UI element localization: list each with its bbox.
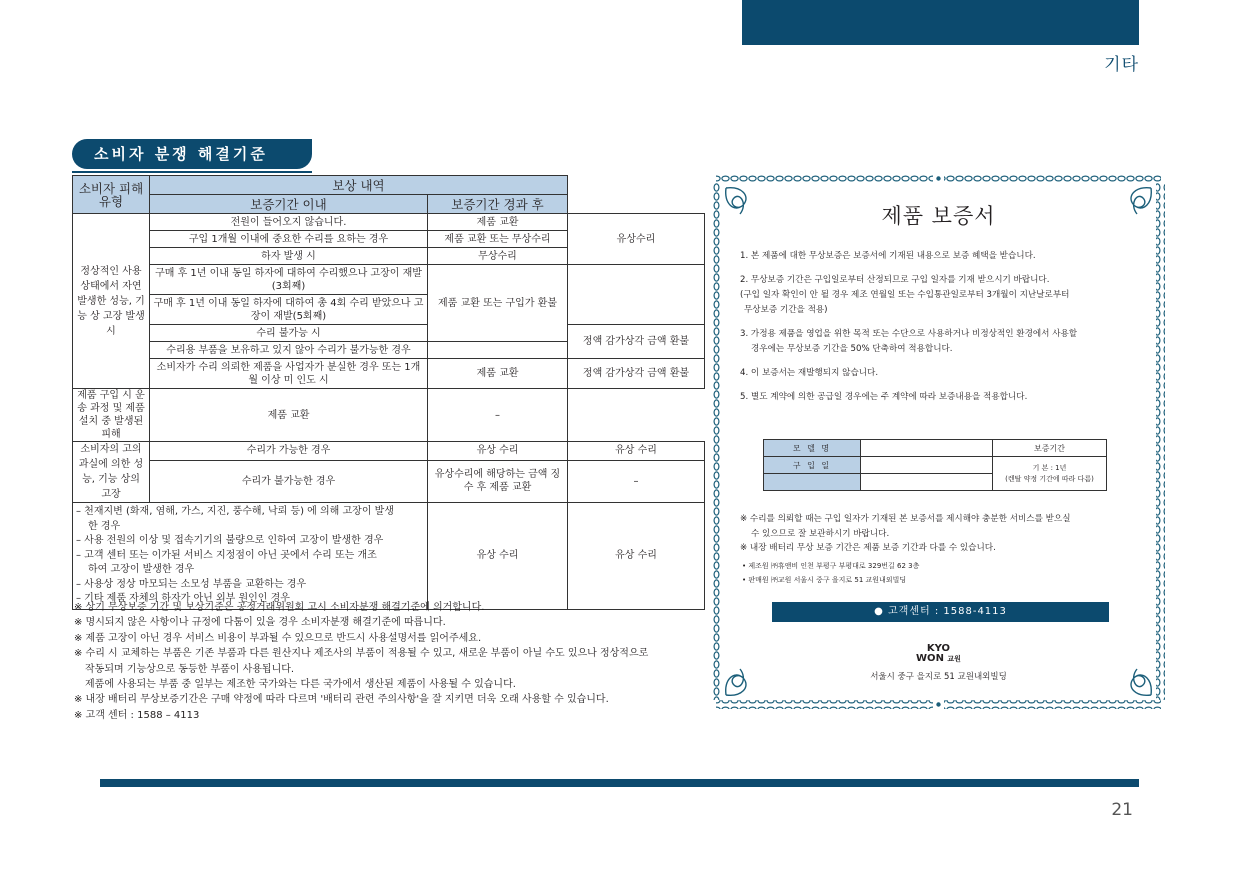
warranty-term: 2. 무상보증 기간은 구입일로부터 산정되므로 구입 일자를 기재 받으시기 바랍니다. (구입 일자 확인이 안 될 경우 제조 연월일 또는 수입통관일로부터 3개월이 지난날로부터 무상보증 기간을 적용) — [740, 275, 1070, 315]
warranty-term: 5. 별도 계약에 의한 공급일 경우에는 주 계약에 따라 보증내용을 적용합니다. — [740, 392, 1028, 402]
kyowon-logo: KYO WON 교원 — [916, 643, 961, 664]
warranty-certificate — [712, 174, 1165, 709]
purchase-date-field — [861, 457, 993, 474]
cell-r11-in: 유상수리에 해당하는 금액 징수 후 제품 교환 — [428, 460, 568, 502]
period-value: 기 본 : 1년 (렌탈 약정 기간에 따라 다름) — [993, 457, 1107, 491]
cell-r9-in: 제품 교환 — [150, 389, 428, 442]
dispute-resolution-table — [72, 175, 705, 610]
row-no-power: 전원이 들어오지 않습니다. — [150, 214, 428, 231]
section-label: 기타 — [1104, 55, 1139, 75]
cell-exchange-or-refund: 제품 교환 또는 구입가 환불 — [428, 265, 568, 342]
row-shipping-damage: 제품 구입 시 운송 과정 및 제품 설치 중 발생된 피해 — [73, 389, 150, 442]
footer-bar — [100, 779, 1139, 787]
row-no-parts: 수리용 부품을 보유하고 있지 않아 수리가 불가능한 경우 — [150, 342, 428, 359]
header-damage-type: 소비자 피해 유형 — [73, 176, 150, 214]
note: 제품에 사용되는 부품 중 일부는 제조한 국가와는 다른 국가에서 생산된 제품이 사용될 수 있습니다. — [85, 679, 516, 691]
note: 작동되며 기능상으로 동등한 부품이 사용됩니다. — [85, 663, 295, 675]
row-repairable: 수리가 가능한 경우 — [150, 442, 428, 461]
manufacturer-info: • 제조원 ㈜휴앤비 인천 부평구 부평대로 329번길 62 3층 • 판매원 ㈜교원 서울시 중구 을지로 51 교원내외빌딩 — [742, 562, 920, 584]
row-fifth-failure: 구매 후 1년 이내 동일 하자에 대하여 총 4회 수리 받았으나 고장이 재발(5회째) — [150, 295, 428, 325]
cell-r9-after: – — [428, 389, 568, 442]
note: ※ 내장 배터리 무상보증기간은 구매 약정에 따라 다르며 '배터리 관련 주의사항'을 잘 지키면 더욱 오래 사용할 수 있습니다. — [74, 694, 609, 706]
page-number: 21 — [1111, 800, 1133, 820]
customer-center-bar: ● 고객센터 : 1588-4113 — [772, 602, 1109, 622]
warranty-term: 4. 이 보증서는 재발행되지 않습니다. — [740, 368, 879, 378]
blank-field — [861, 474, 993, 491]
warranty-footnotes: ※ 수리를 의뢰할 때는 구입 일자가 기재된 본 보증서를 제시해야 충분한 서비스를 받으실 수 있으므로 잘 보관하시기 바랍니다. ※ 내장 배터리 무상 보증 기간은 제품 보증 기간과 다를 수 있습니다. — [740, 514, 1071, 553]
group-consumer-fault: 소비자의 고의 과실에 의한 성능, 기능 상의 고장 — [73, 442, 150, 503]
row-misc-causes: – 천재지변 (화재, 염해, 가스, 지진, 풍수해, 낙뢰 등) 에 의해 고장이 발생 한 경우 – 사용 전원의 이상 및 접속기기의 불량으로 인하여 고장이 발생한 경우 – 고객 센터 또는 이가된 서비스 지정점이 아닌 곳에서 수리 또는 개조 하여 고장이 발생한 경우 – 사용상 정상 마모되는 소모성 부품을 교환하는 경우 – 기타 제품 자체의 하자가 아닌 외부 원인인 경우 — [73, 503, 428, 610]
cell-r10-in: 유상 수리 — [428, 442, 568, 461]
cell-misc-in: 유상 수리 — [428, 503, 568, 610]
row-defect: 하자 발생 시 — [150, 248, 428, 265]
blank-label — [764, 474, 861, 491]
cell-r2-in: 제품 교환 또는 무상수리 — [428, 231, 568, 248]
cell-depreciation-refund-1: 정액 감가상각 금액 환불 — [568, 325, 705, 359]
cell-after-empty — [568, 265, 705, 325]
section-heading: 소비자 분쟁 해결기준 — [72, 139, 312, 169]
cell-r3-in: 무상수리 — [428, 248, 568, 265]
period-label: 보증기간 — [993, 440, 1107, 457]
header-accent-bar — [742, 0, 1139, 45]
cell-r10-after: 유상 수리 — [568, 442, 705, 461]
note: ※ 수리 시 교체하는 부품은 기존 부품과 다른 원산지나 제조사의 부품이 적용될 수 있고, 새로운 부품이 아닐 수도 있으나 정상적으로 — [74, 648, 649, 660]
cell-r11-after: – — [568, 460, 705, 502]
model-field — [861, 440, 993, 457]
warranty-title: 제품 보증서 — [881, 204, 996, 228]
note: ※ 고객 센터 : 1588 – 4113 — [74, 709, 200, 721]
row-third-failure: 구매 후 1년 이내 동일 하자에 대하여 수리했으나 고장이 재발(3회째) — [150, 265, 428, 295]
company-address: 서울시 중구 을지로 51 교원내외빌딩 — [870, 672, 1007, 682]
header-within-warranty: 보증기간 이내 — [150, 195, 428, 214]
note: ※ 상기 무상보증 기간 및 보상기준은 공정거래위원회 고시 소비자분쟁 해결기준에 의거합니다. — [74, 602, 485, 613]
cell-paid-repair: 유상수리 — [568, 214, 705, 265]
model-label: 모 델 명 — [764, 440, 861, 457]
note: ※ 명시되지 않은 사항이나 규정에 다툼이 있을 경우 소비자분쟁 해결기준에 따릅니다. — [74, 617, 446, 629]
cell-misc-after: 유상 수리 — [568, 503, 705, 610]
warranty-term: 1. 본 제품에 대한 무상보증은 보증서에 기재된 내용으로 보증 혜택을 받습니다. — [740, 251, 1036, 261]
row-unrepairable: 수리 불가능 시 — [150, 325, 428, 342]
cell-r1-in: 제품 교환 — [428, 214, 568, 231]
notes — [74, 600, 714, 723]
group-normal-use: 정상적인 사용 상태에서 자연 발생한 성능, 기능 상 고장 발생 시 — [73, 214, 150, 389]
row-major-repair: 구입 1개월 이내에 중요한 수리를 요하는 경우 — [150, 231, 428, 248]
note: ※ 제품 고장이 아닌 경우 서비스 비용이 부과될 수 있으므로 반드시 사용설명서를 읽어주세요. — [74, 632, 482, 644]
header-after-warranty: 보증기간 경과 후 — [428, 195, 568, 214]
row-lost-product: 소비자가 수리 의뢰한 제품을 사업자가 분실한 경우 또는 1개월 이상 미 인도 시 — [150, 359, 428, 389]
warranty-info-table — [763, 439, 1107, 491]
cell-depreciation-refund-2: 정액 감가상각 금액 환불 — [568, 359, 705, 389]
cell-r8-in: 제품 교환 — [428, 359, 568, 389]
warranty-term: 3. 가정용 제품을 영업을 위한 목적 또는 수단으로 사용하거나 비정상적인 환경에서 사용할 경우에는 무상보증 기간을 50% 단축하여 적용합니다. — [740, 329, 1078, 354]
warranty-terms — [740, 249, 1150, 414]
row-not-repairable: 수리가 불가능한 경우 — [150, 460, 428, 502]
purchase-date-label: 구 입 일 — [764, 457, 861, 474]
header-compensation: 보상 내역 — [150, 176, 568, 195]
